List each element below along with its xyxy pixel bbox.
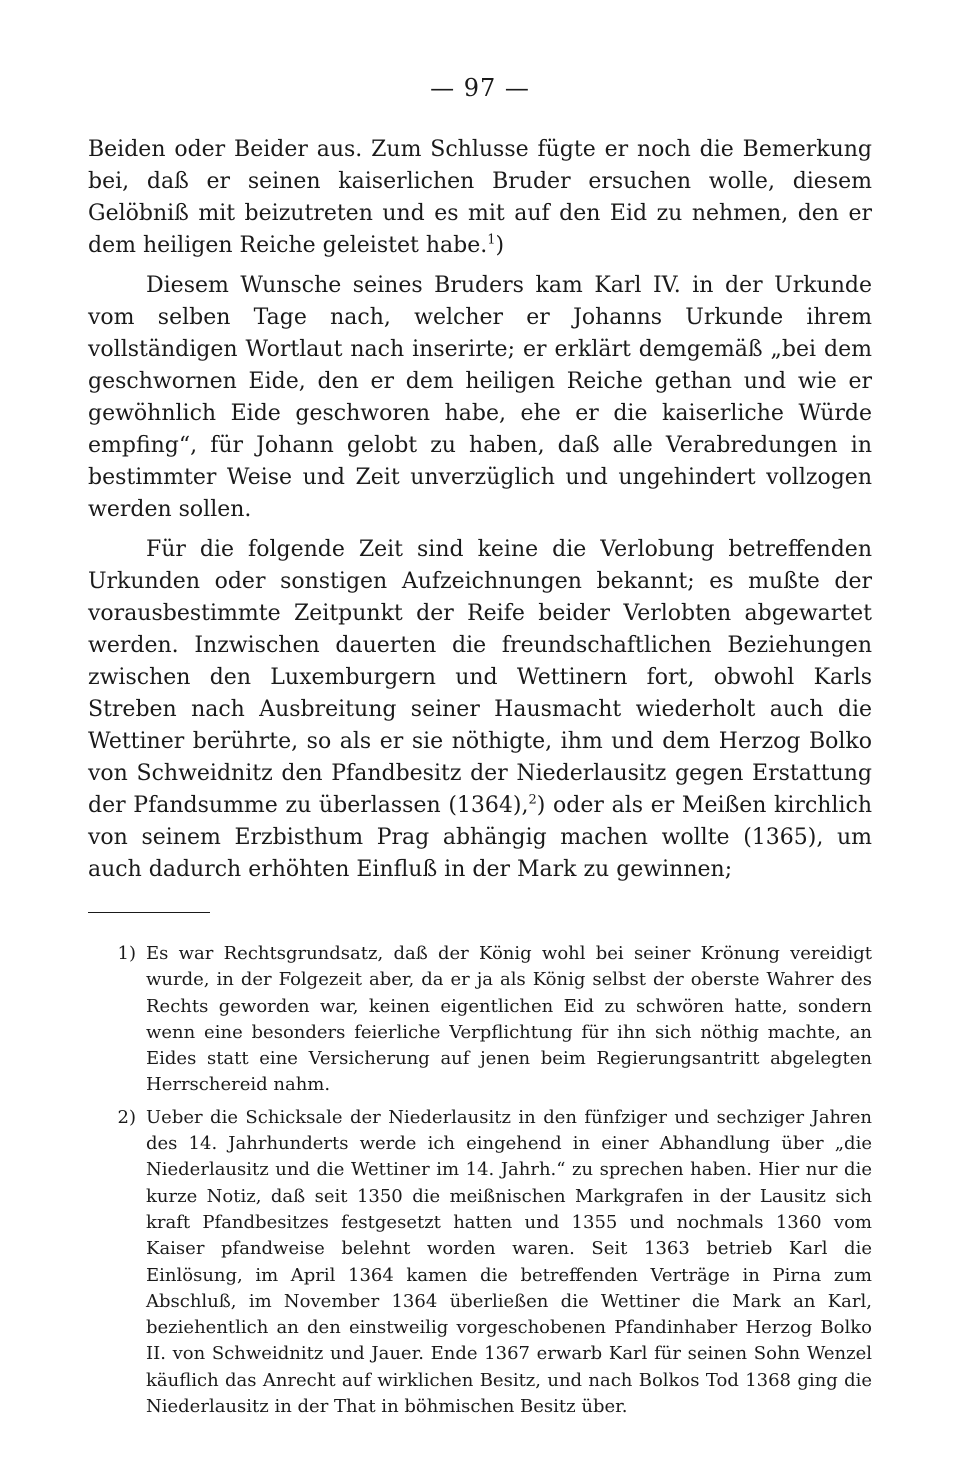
paragraph-1-tail: ) xyxy=(495,233,505,258)
footnote-divider xyxy=(88,912,210,913)
footnote-ref-1: 1 xyxy=(487,232,496,248)
page-number: — 97 — xyxy=(430,74,530,102)
footnote-1 xyxy=(88,941,872,1099)
footnote-marker: 2) xyxy=(117,1106,136,1128)
book-page xyxy=(88,72,872,1426)
footnote-ref-2: 2 xyxy=(528,792,537,808)
paragraph-3 xyxy=(88,534,872,886)
paragraph-1-text: Beiden oder Beider aus. Zum Schlusse fügte er noch die Bemerkung bei, daß er seinen kaiserlichen Bruder ersuchen wolle, diesem Gelöbniß mit beizutreten und es mit auf den Eid zu nehmen, den er dem heiligen Reiche geleistet habe. xyxy=(88,137,872,258)
footnote-text: Es war Rechtsgrundsatz, daß der König wohl bei seiner Krönung vereidigt wurde, in der Folgezeit aber, da er ja als König selbst der oberste Wahrer des Rechts geworden war, keinen eigentlichen Eid zu schwören hatte, sondern wenn eine besonders feierliche Verpflichtung für ihn sich nöthig machte, an Eides statt eine Versicherung auf jenen beim Regierungsantritt abgelegten Herrschereid nahm. xyxy=(146,943,872,1096)
paragraph-1 xyxy=(88,134,872,262)
main-text xyxy=(88,134,872,886)
footnote-marker: 1) xyxy=(117,943,136,964)
footnote-text: Ueber die Schicksale der Niederlausitz in den fünfziger und sechziger Jahren des 14. Jahrhunderts werde ich eingehend in einer Abhandlung über „die Niederlausitz und die Wettiner im 14. Jahrh.“ zu sprechen haben. Hier nur die kurze Notiz, daß seit 1350 die meißnischen Markgrafen in der Lausitz sich kraft Pfandbesitzes festgesetzt hatten und 1355 und nochmals 1360 vom Kaiser pfandweise belehnt worden waren. Seit 1363 betrieb Karl die Einlösung, im April 1364 kamen die betreffenden Verträge in Pirna zum Abschluß, im November 1364 überließen die Wettiner die Mark an Karl, beziehentlich an den einstweilig vorgeschobenen Pfandinhaber Herzog Bolko II. von Schweidnitz und Jauer. Ende 1367 erwarb Karl für seinen Sohn Wenzel käuflich das Anrecht auf wirklichen Besitz, und nach Bolkos Tod 1368 ging die Niederlausitz in der That in böhmischen Besitz über. xyxy=(146,1106,872,1418)
paragraph-2: Diesem Wunsche seines Bruders kam Karl IV. in der Urkunde vom selben Tage nach, welcher er Johanns Urkunde ihrem vollständigen Wortlaut nach inserirte; er erklärt demgemäß „bei dem geschwornen Eide, den er dem heiligen Reiche gethan und wie er gewöhnlich Eide geschworen habe, ehe er die kaiserliche Würde empfing“, für Johann gelobt zu haben, daß alle Verabredungen in bestimmter Weise und Zeit unverzüglich und ungehindert vollzogen werden sollen. xyxy=(88,273,872,522)
paragraph-3-text: Für die folgende Zeit sind keine die Verlobung betreffenden Urkunden oder sonstigen Aufzeichnungen bekannt; es mußte der vorausbestimmte Zeitpunkt der Reife beider Verlobten abgewartet werden. Inzwischen dauerten die freundschaftlichen Beziehungen zwischen den Luxemburgern und Wettinern fort, obwohl Karls Streben nach Ausbreitung seiner Hausmacht wiederholt auch die Wettiner berührte, so als er sie nöthigte, ihm und dem Herzog Bolko von Schweidnitz den Pfandbesitz der Niederlausitz gegen Erstattung der Pfandsumme zu überlassen (1364), xyxy=(88,537,872,818)
footnote-2 xyxy=(88,1105,872,1421)
paragraph-3-tail: ) oder als er Meißen kirchlich von seinem Erzbisthum Prag abhängig machen wollte (1365), um auch dadurch erhöhten Einfluß in der Mark zu gewinnen; xyxy=(88,793,872,882)
footnotes xyxy=(88,941,872,1420)
